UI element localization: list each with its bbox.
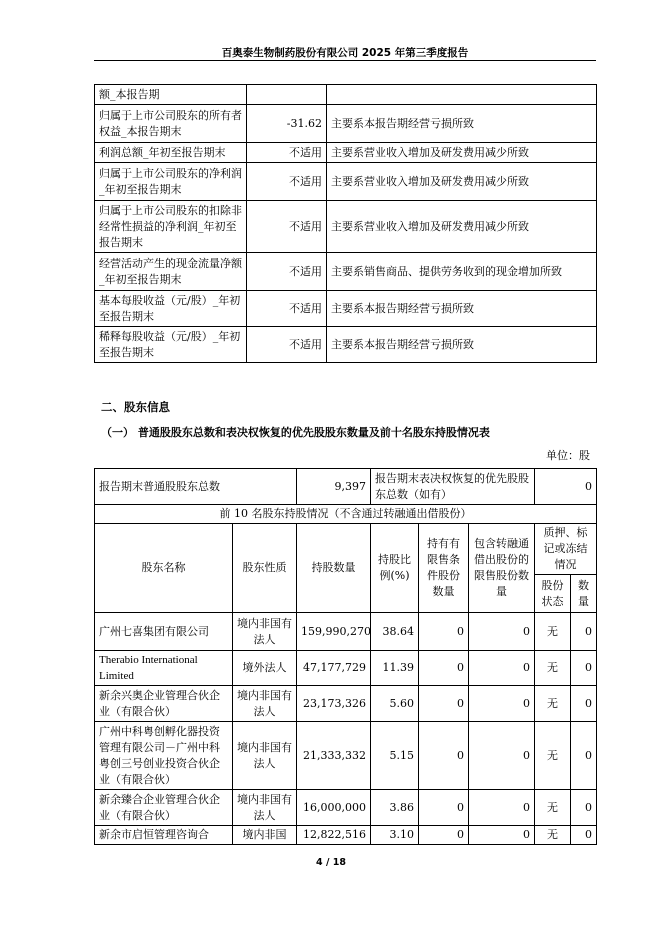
pledge-qty: 0 — [571, 651, 597, 686]
restricted-shares: 0 — [419, 613, 469, 651]
pledge-status: 无 — [535, 686, 571, 722]
table-row — [95, 201, 597, 253]
table-row — [95, 651, 597, 686]
document-header: 百奥泰生物制药股份有限公司 2025 年第三季度报告 — [221, 47, 469, 59]
change-reason — [327, 85, 597, 105]
shareholder-name: 新余市启恒管理咨询合 — [95, 826, 233, 845]
pledge-qty: 0 — [571, 613, 597, 651]
header-restricted: 持有有限售条件股份数量 — [419, 524, 469, 613]
change-reason: 主要系本报告期经营亏损所致 — [327, 291, 597, 327]
shareholder-nature: 境外法人 — [233, 651, 297, 686]
table-header-row — [95, 524, 597, 575]
change-ratio: -31.62 — [247, 105, 327, 143]
table-row — [95, 790, 597, 826]
shareholder-nature: 境内非国有法人 — [233, 686, 297, 722]
shareholder-table — [94, 468, 597, 845]
metric-name: 归属于上市公司股东的净利润_年初至报告期末 — [95, 163, 247, 201]
restricted-shares: 0 — [419, 790, 469, 826]
change-reason: 主要系销售商品、提供劳务收到的现金增加所致 — [327, 253, 597, 291]
header-shares: 持股数量 — [297, 524, 371, 613]
pledge-status: 无 — [535, 826, 571, 845]
header-name: 股东名称 — [95, 524, 233, 613]
table-row — [95, 163, 597, 201]
pledge-status: 无 — [535, 651, 571, 686]
pledge-qty: 0 — [571, 790, 597, 826]
restricted-shares: 0 — [419, 826, 469, 845]
header-pledge-status: 股份状态 — [535, 575, 571, 613]
lending-restricted-shares: 0 — [469, 686, 535, 722]
change-reason: 主要系营业收入增加及研发费用减少所致 — [327, 163, 597, 201]
change-reason-table — [94, 84, 597, 363]
shares-held: 21,333,332 — [297, 722, 371, 790]
change-reason: 主要系本报告期经营亏损所致 — [327, 327, 597, 363]
pledge-qty: 0 — [571, 686, 597, 722]
table-row — [95, 85, 597, 105]
metric-name: 利润总额_年初至报告期末 — [95, 143, 247, 163]
shareholder-name: 新余兴奥企业管理合伙企业（有限合伙） — [95, 686, 233, 722]
pledge-status: 无 — [535, 722, 571, 790]
header-pledge-qty: 数量 — [571, 575, 597, 613]
table-row — [95, 327, 597, 363]
metric-name: 经营活动产生的现金流量净额_年初至报告期末 — [95, 253, 247, 291]
lending-restricted-shares: 0 — [469, 722, 535, 790]
change-ratio: 不适用 — [247, 253, 327, 291]
pledge-qty: 0 — [571, 826, 597, 845]
metric-name: 归属于上市公司股东的扣除非经常性损益的净利润_年初至报告期末 — [95, 201, 247, 253]
holding-ratio: 38.64 — [371, 613, 419, 651]
metric-name: 额_本报告期 — [95, 85, 247, 105]
unit-label: 单位：股 — [546, 449, 590, 462]
lending-restricted-shares: 0 — [469, 826, 535, 845]
pledge-qty: 0 — [571, 722, 597, 790]
table-row — [95, 826, 597, 845]
table-row — [95, 613, 597, 651]
metric-name: 基本每股收益（元/股）_年初至报告期末 — [95, 291, 247, 327]
table-row — [95, 105, 597, 143]
change-ratio — [247, 85, 327, 105]
holding-ratio: 5.60 — [371, 686, 419, 722]
shareholder-nature: 境内非国有法人 — [233, 613, 297, 651]
pledge-status: 无 — [535, 790, 571, 826]
header-divider — [94, 60, 596, 61]
preferred-shareholders-label: 报告期末表决权恢复的优先股股东总数（如有） — [371, 469, 535, 505]
shareholder-name: 广州七喜集团有限公司 — [95, 613, 233, 651]
shares-held: 12,822,516 — [297, 826, 371, 845]
total-shareholders-value: 9,397 — [297, 469, 371, 505]
change-ratio: 不适用 — [247, 143, 327, 163]
change-ratio: 不适用 — [247, 201, 327, 253]
shareholder-nature: 境内非国 — [233, 826, 297, 845]
metric-name: 稀释每股收益（元/股）_年初至报告期末 — [95, 327, 247, 363]
holding-ratio: 11.39 — [371, 651, 419, 686]
change-reason: 主要系本报告期经营亏损所致 — [327, 105, 597, 143]
table-row — [95, 722, 597, 790]
top10-caption: 前 10 名股东持股情况（不含通过转融通出借股份） — [95, 505, 597, 524]
table-row — [95, 253, 597, 291]
table-row — [95, 143, 597, 163]
pledge-status: 无 — [535, 613, 571, 651]
page-number: 4 / 18 — [316, 857, 346, 868]
shares-held: 23,173,326 — [297, 686, 371, 722]
change-ratio: 不适用 — [247, 163, 327, 201]
lending-restricted-shares: 0 — [469, 613, 535, 651]
table-row — [95, 686, 597, 722]
change-ratio: 不适用 — [247, 291, 327, 327]
header-pledge: 质押、标记或冻结情况 — [535, 524, 597, 575]
lending-restricted-shares: 0 — [469, 790, 535, 826]
shareholder-name: Therabio International Limited — [95, 651, 233, 686]
restricted-shares: 0 — [419, 686, 469, 722]
shareholder-nature: 境内非国有法人 — [233, 722, 297, 790]
header-ratio: 持股比例(%) — [371, 524, 419, 613]
holding-ratio: 3.10 — [371, 826, 419, 845]
restricted-shares: 0 — [419, 651, 469, 686]
total-shareholders-label: 报告期末普通股股东总数 — [95, 469, 297, 505]
header-nature: 股东性质 — [233, 524, 297, 613]
shares-held: 47,177,729 — [297, 651, 371, 686]
holding-ratio: 5.15 — [371, 722, 419, 790]
change-reason: 主要系营业收入增加及研发费用减少所致 — [327, 201, 597, 253]
section-subtitle: （一） 普通股股东总数和表决权恢复的优先股股东数量及前十名股东持股情况表 — [101, 426, 490, 439]
shareholder-name: 广州中科粤创孵化器投资管理有限公司－广州中科粤创三号创业投资合伙企业（有限合伙） — [95, 722, 233, 790]
holding-ratio: 3.86 — [371, 790, 419, 826]
change-reason: 主要系营业收入增加及研发费用减少所致 — [327, 143, 597, 163]
table-row — [95, 469, 597, 505]
shareholder-name: 新余臻合企业管理合伙企业（有限合伙） — [95, 790, 233, 826]
preferred-shareholders-value: 0 — [535, 469, 597, 505]
metric-name: 归属于上市公司股东的所有者权益_本报告期末 — [95, 105, 247, 143]
change-ratio: 不适用 — [247, 327, 327, 363]
table-row — [95, 505, 597, 524]
section-title: 二、股东信息 — [101, 400, 170, 414]
shareholder-nature: 境内非国有法人 — [233, 790, 297, 826]
shares-held: 159,990,270 — [297, 613, 371, 651]
restricted-shares: 0 — [419, 722, 469, 790]
lending-restricted-shares: 0 — [469, 651, 535, 686]
header-lending: 包含转融通借出股份的限售股份数量 — [469, 524, 535, 613]
shares-held: 16,000,000 — [297, 790, 371, 826]
table-row — [95, 291, 597, 327]
